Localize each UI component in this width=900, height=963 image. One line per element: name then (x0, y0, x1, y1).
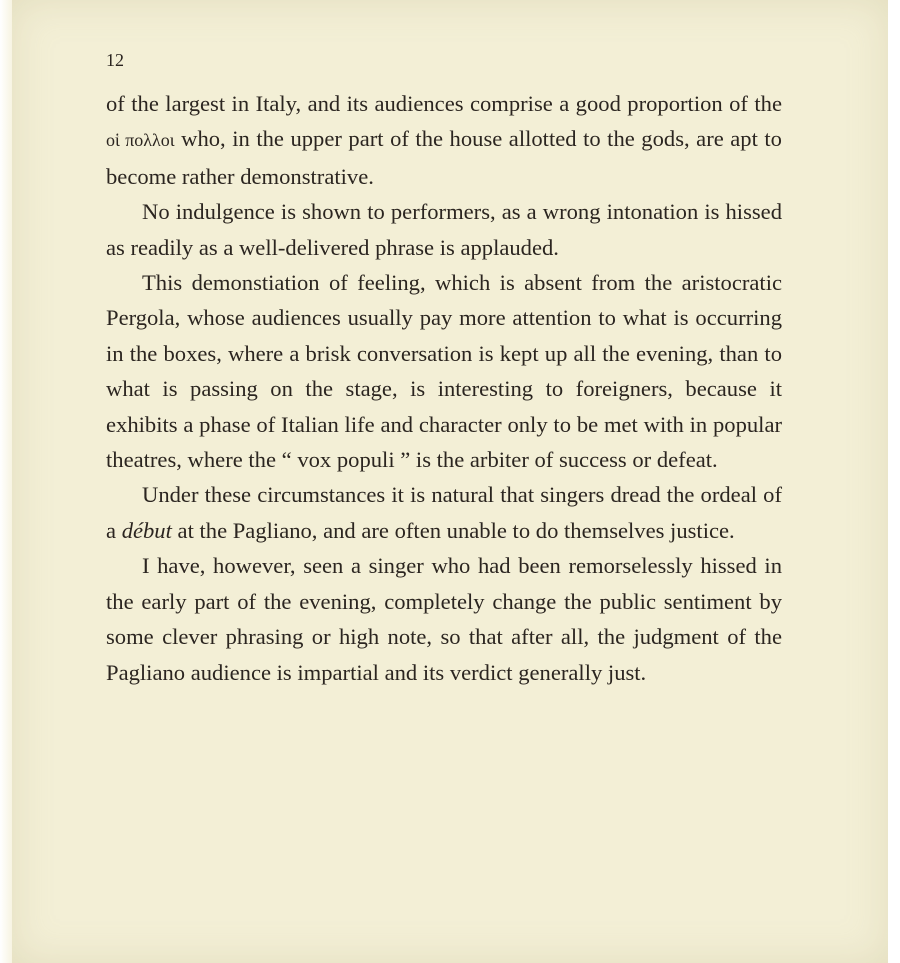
page-edge (0, 0, 12, 963)
text-segment: of the largest in Italy, and its audiences comprise a good proportion of the (106, 91, 782, 116)
body-text (106, 86, 782, 690)
paragraph-3 (106, 265, 782, 477)
paragraph-4 (106, 477, 782, 548)
text-segment: This demonstiation of feeling, which is absent from the aristocratic Pergola, whose audiences usually pay more attention to what is occurring in the boxes, where a brisk conversation is kept up all the evening, than to what is passing on the stage, is interesting to foreigners, because it exhibits a phase of Italian life and character only to be met with in popular theatres, where the “ vox populi ” is the arbiter of success or defeat. (106, 270, 782, 473)
text-segment: No indulgence is shown to performers, as a wrong intonation is hissed as readily as a well-delivered phrase is applauded. (106, 199, 782, 260)
page-number: 12 (106, 50, 124, 70)
paragraph-1 (106, 86, 782, 194)
greek-phrase: οἱ πολλοι (106, 130, 175, 151)
paragraph-2 (106, 194, 782, 265)
text-segment: I have, however, seen a singer who had been remorselessly hissed in the early part of the evening, completely change the public sentiment by some clever phrasing or high note, so that after all, the judgment of the Pagliano audience is impartial and its verdict generally just. (106, 553, 782, 685)
text-segment: Under these circumstances it is natural that singers dread the ordeal of a (106, 482, 782, 543)
text-segment: who, in the upper part of the house allotted to the gods, are apt to become rather demonstrative. (106, 126, 782, 189)
text-segment: at the Pagliano, and are often unable to do themselves justice. (171, 517, 735, 543)
italic-word: début (121, 517, 172, 543)
paragraph-5 (106, 548, 782, 690)
